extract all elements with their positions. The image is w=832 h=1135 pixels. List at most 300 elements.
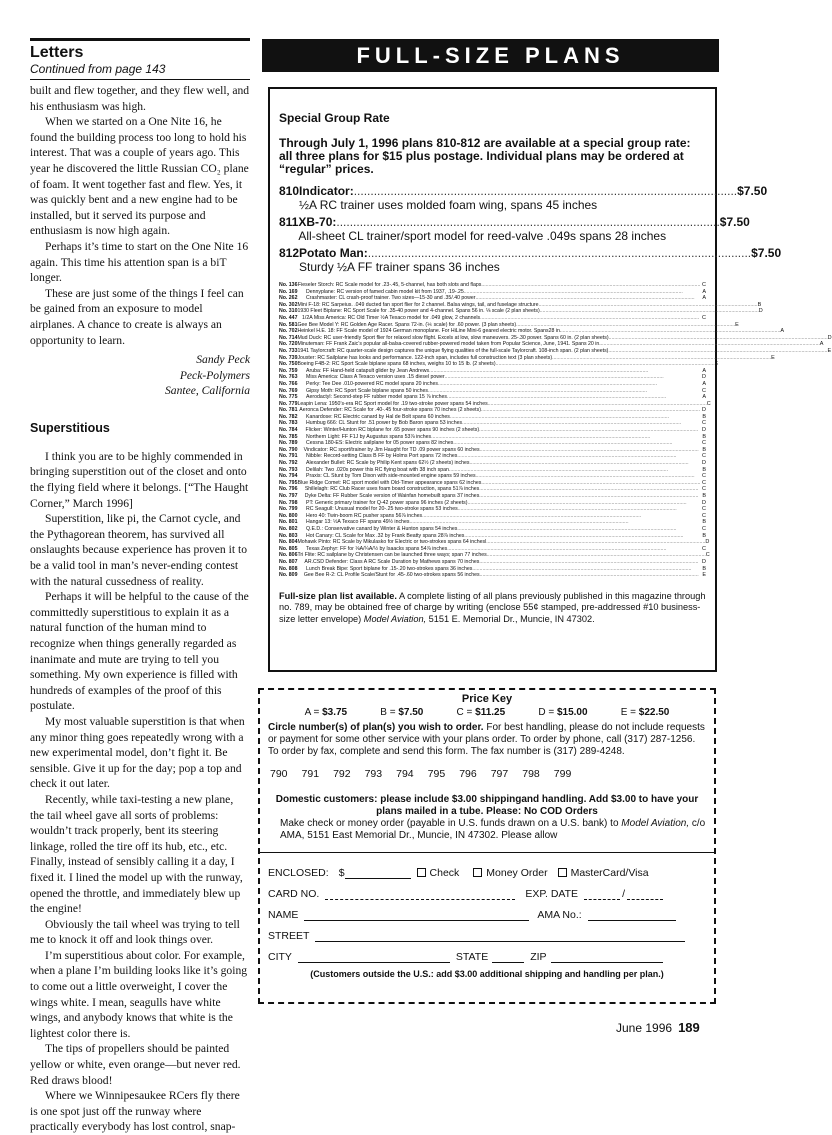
fullsize-plan-text: A complete listing of all plans previously published in this magazine through no. 789, may be obtained free of charge by writing (enclose 55¢ stamped, pre-addressed #10 business-size letter envelope) (279, 590, 706, 624)
plan-list-desc: Vindicator: RC sport/trainer by Jim Haught for TD .09 power spans 60 inches (303, 446, 480, 453)
plan-list-desc: Texas Zephyr: FF for ⅛A/¼A/½ by Isaacks spans 54⅞ inches (306, 545, 448, 552)
plan-list-number: No. 792 (279, 460, 298, 467)
leader-dots (445, 374, 698, 381)
plan-list-desc: Aerodactyl: Second-step FF rubber model spans 15 ⅞ inches (306, 394, 448, 401)
plan-list-number: No. 793 (279, 466, 298, 473)
plan-list-desc: Cessna 180-ES: Electric sailplane for 05 power spans 82 inches (306, 440, 454, 447)
leader-dots (428, 388, 698, 395)
featured-plan-desc: Sturdy ½A FF trainer spans 36 inches (299, 259, 500, 274)
plan-list-row (279, 559, 706, 566)
paragraph: Obviously the tail wheel was trying to tell me to knock it off and look things over. (30, 917, 240, 947)
plan-list-desc: Northern Light: FF F1J by Augustus spans 53⅞ inches (306, 433, 432, 440)
enclosed-amount-field[interactable] (345, 867, 411, 879)
featured-plan-desc: All-sheet CL trainer/sport model for reed-valve .049s spans 28 inches (298, 228, 667, 243)
name-row (268, 901, 706, 921)
city-label: CITY (268, 951, 292, 963)
plan-price-code: C (705, 552, 710, 559)
plan-list-number: No. 447 (279, 314, 298, 321)
plan-price-code: C (702, 440, 706, 447)
special-rate-heading: Special Group Rate (279, 111, 390, 125)
leader-dots (487, 552, 706, 559)
plan-list-row (279, 361, 719, 368)
plan-list-row (279, 394, 706, 401)
plan-price-code: B (702, 532, 706, 539)
leader-dots (552, 355, 771, 362)
plan-price-code: C (702, 506, 706, 513)
plan-price-code: E (735, 321, 739, 328)
leader-dots (462, 420, 698, 427)
featured-plan-name: XB-70: (298, 215, 337, 229)
signature-company: Peck-Polymers (179, 368, 250, 382)
plan-price-code: D (702, 558, 706, 565)
plan-list-number: No. 805 (279, 545, 298, 552)
paragraph: Superstition, like pi, the Carnot cycle, and the Pythagorean theorem, has survived all onslaughts because experience has proven it to be a valid tool in man’s never-ending contest with the natural cussedness of reality. (30, 512, 247, 588)
plan-list-number: No. 802 (279, 525, 298, 532)
plan-list-desc: Hero 40: Twin-boom RC pusher spans 56⅞ inches (306, 512, 423, 519)
leader-dots (480, 447, 699, 454)
fullsize-plan-addr: 5151 E. Memorial Dr., Muncie, IN 47302. (428, 613, 595, 624)
ama-no-label: AMA No.: (537, 909, 582, 921)
plan-list-number: No. 766 (279, 380, 298, 387)
leader-dots (422, 513, 698, 520)
plan-list-number: No. 733 (279, 347, 298, 354)
plan-number-option[interactable]: 798 (522, 768, 540, 780)
plan-list-desc: Praxis: CL Stunt by Tom Dixon with side-mounted engine spans 59 inches (306, 473, 476, 480)
plan-list-row (279, 301, 762, 309)
plan-number-option[interactable]: 795 (427, 768, 446, 780)
featured-plan-price: $7.50 (719, 215, 750, 229)
paragraph: My most valuable superstition is that when any minor thing goes repeatedly wrong with a new experimental model, don’t fight it. Be sensible. Give it up for the day; pop a top and check it out later. (30, 714, 245, 791)
leader-dots (479, 559, 698, 566)
paragraph: When we started on a One Nite 16, he found the building process too long to hold his interest. That was a couple of years ago. This year he discovered the little Russian CO₂ plane of foam. It went together fast and flew. Yes, it was quickly bent and a new engine had to be installed, but it served its purpose and enthusiasm is now high again. (30, 115, 249, 238)
featured-plan-name: Potato Man: (299, 246, 368, 260)
plan-price-code: B (702, 433, 706, 440)
featured-plan-price: $7.50 (737, 184, 768, 198)
plan-price-code: B (702, 519, 706, 526)
plan-price-code: D (758, 308, 763, 315)
plan-list-row (279, 566, 706, 573)
paragraph: The tips of propellers should be painted yellow or white, even orange—but never red. Red draws blood! (30, 1042, 241, 1087)
plan-list-row (279, 414, 706, 421)
plan-list-number: No. 779 (279, 400, 298, 407)
plan-price-code: D (702, 460, 706, 467)
plan-list-desc: Fieseler Storch: RC Scale model for .23-.45, 5-channel, has both slots and flaps (297, 282, 482, 288)
plan-list-number: No. 302 (279, 301, 298, 308)
plan-list-row (279, 480, 706, 487)
plan-list-row (279, 440, 706, 447)
plan-list-desc: 1/2A Miss America: RC Old Timer ½A Texaco model for .049 glow, 2 channels (302, 314, 481, 321)
plan-price-code: E (714, 361, 719, 368)
plan-price-code: B (757, 301, 762, 308)
plan-list-number: No. 782 (279, 413, 298, 420)
plan-list-row (279, 354, 775, 362)
plan-list-desc: Dennyplane: RC version of famed cabin model kit from 1937, .19-.25 (306, 288, 464, 295)
plan-list-desc: Humbug 666: CL Stunt for .51 power by Bob Baron spans 53 inches (306, 420, 463, 427)
leader-dots (540, 308, 759, 315)
plan-list-desc: Perky: Tee Dee .010-powered RC model spans 20 inches (306, 380, 438, 387)
featured-plan-number: 810 (279, 184, 300, 198)
form-divider (260, 852, 714, 853)
plan-list-row (279, 493, 706, 500)
paragraph: These are just some of the things I feel can be gained from an exposure to model airplanes. A chance to create is always an opportunity to learn. (30, 286, 244, 347)
plan-price-code: A (702, 367, 706, 374)
plan-list-number: No. 801 (279, 519, 298, 526)
plan-list-row (279, 533, 706, 540)
city-row (268, 943, 706, 963)
paragraph: Recently, while taxi-testing a new plane, the tail wheel gave all sorts of problems: wouldn’t track properly, bent its steering linkage, rolled the tire off its hub, etc., etc. Finally, instead of sensibly calling it a day, I fixed it. I lined the model up with the runway, opened the throttle, and immediately blew up the engine! (30, 792, 243, 916)
plan-list-number: No. 808 (279, 565, 298, 572)
plan-list-desc: Alexander Bullet: RC Scale by Philip Kent spans 62½ (2 sheets) inches (306, 460, 470, 467)
plan-price-code: C (702, 314, 706, 321)
leader-dots (450, 414, 698, 421)
plan-list-desc: Aeronca Defender: RC Scale for .40-.45 four-stroke spans 70 inches (2 sheets) (299, 407, 481, 414)
plan-number-option[interactable]: 797 (490, 768, 509, 780)
letters-body-b (30, 449, 250, 1135)
paragraph: Where we Winnipesaukee RCers fly there is one spot just off the runway where practically everybody has lost control, snap- (30, 1089, 240, 1134)
featured-plan (279, 246, 782, 274)
plan-list-row (279, 381, 706, 388)
check-instructions: Make check or money order (payable in U.S. funds drawn on a U.S. bank) to Model Aviation, c/o AMA, 5151 East Memorial Dr., Muncie, IN 47302. Please allow (280, 818, 706, 841)
plan-list-number: No. 807 (279, 558, 298, 565)
plan-list-desc: Hot Canary: CL Scale for Max .32 by Frank Beatty spans 28⅞ inches (306, 532, 465, 539)
leader-dots (354, 185, 737, 199)
leader-dots (488, 401, 707, 408)
plan-list-desc: Delilah: Two .020s power this RC flying boat with 38 inch span (306, 466, 449, 473)
plan-list-number: No. 791 (279, 453, 298, 460)
card-no-field[interactable] (325, 888, 515, 900)
enclosed-row (268, 859, 706, 879)
plan-price-code: C (702, 453, 706, 460)
paragraph: built and flew together, and they flew well, and his enthusiasm was high. (30, 84, 250, 113)
leader-dots (447, 546, 698, 553)
letters-body-a (30, 83, 250, 348)
price-key-item: A = $3.75 (304, 707, 348, 718)
plan-number-option[interactable]: 793 (364, 768, 383, 780)
plan-price-code: D (702, 374, 706, 381)
plan-price-code: B (702, 413, 706, 420)
money-order-option[interactable]: Money Order (473, 867, 547, 879)
leader-dots (476, 473, 698, 480)
leader-dots (431, 434, 698, 441)
leader-dots (457, 453, 698, 460)
plan-list-number: No. 739 (279, 354, 298, 361)
plan-list-number: No. 806 (279, 552, 298, 559)
plan-list-desc: RC Seagull: Unusual model for 20-.25 two-stroke spans 53 inches (306, 506, 458, 513)
leader-dots (479, 486, 698, 493)
price-key-title: Price Key (461, 693, 513, 705)
plan-list-desc: Mud Duck: RC user-friendly Sport flier for relaxed slow flight. Excels at low, slow maneuvers. 25-.30 power. Spans 60 in. (2 plan sheets) (297, 334, 609, 341)
plan-list-row (279, 460, 706, 467)
zip-label: ZIP (530, 951, 547, 963)
plan-price-code: A (702, 295, 706, 302)
plan-price-code: C (702, 479, 706, 486)
plan-list-row (279, 473, 706, 480)
plan-price-code: C (702, 473, 706, 480)
enclosed-label: ENCLOSED: (268, 867, 329, 879)
name-field[interactable] (304, 909, 529, 921)
paragraph: I’m superstitious about color. For example, when a plane I’m building looks like it’s going to come out a little overweight, I cover the wings white. I mean, seagulls have white wings, and anybody knows that white is the lightest color there is. (30, 948, 248, 1040)
ama-no-field[interactable] (588, 909, 676, 921)
leader-dots (457, 526, 698, 533)
international-note: (Customers outside the U.S.: add $3.00 additional shipping and handling per plan.) (310, 969, 664, 979)
plan-list-number: No. 262 (279, 295, 298, 302)
plan-list-desc: Tri Flite: RC sailplane by Christensen can be launched three ways; span 77 inches (297, 552, 487, 559)
plan-number-option[interactable]: 799 (553, 768, 572, 780)
state-label: STATE (455, 951, 489, 963)
leader-dots (447, 394, 698, 401)
leader-dots (481, 480, 700, 487)
plan-price-code: A (702, 394, 706, 401)
price-key-item: C = $11.25 (456, 707, 506, 718)
plan-list-number: No. 800 (279, 512, 298, 519)
plan-list-number: No. 799 (279, 506, 298, 513)
plans-box (268, 87, 832, 672)
plan-number-option[interactable]: 794 (396, 768, 414, 780)
plan-number-option[interactable]: 796 (459, 768, 477, 780)
leader-dots (496, 361, 715, 368)
plan-list-row (279, 374, 706, 381)
plan-list-desc: Gipsy Moth: RC Sport Scale biplane spans 50 inches (306, 387, 428, 394)
featured-plan (279, 184, 768, 212)
plan-list (279, 282, 832, 579)
leader-dots (467, 500, 698, 507)
plan-list-number: No. 781 (279, 407, 298, 414)
plan-list-row (279, 519, 706, 526)
leader-dots (481, 282, 700, 289)
plan-list-desc: Gee Bee R-2: CL Profile Scale/Stunt for .45-.60 two-strokes spans 56 inches (303, 572, 480, 579)
plan-price-code: D (702, 407, 706, 414)
plan-list-row (279, 427, 706, 434)
plan-list-number: No. 136 (279, 282, 298, 288)
exp-separator: / (622, 888, 625, 900)
leader-dots (470, 460, 699, 467)
plan-price-code: A (819, 341, 824, 348)
plan-price-code: C (702, 545, 706, 552)
signature (30, 352, 250, 399)
leader-dots (486, 539, 705, 546)
leader-dots (479, 427, 698, 434)
plan-price-code: A (702, 288, 706, 295)
plan-list-number: No. 790 (279, 446, 298, 453)
circle-instructions: Circle number(s) of plan(s) you wish to order. For best handling, please do not include requests or payment for some other service with your plans order. To order by phone, call (317) 287-1256. To order by fax, complete and send this form. The fax number is (317) 289-4248. (268, 722, 705, 757)
fullsize-plan-note (279, 591, 706, 626)
plan-price-code: C (702, 486, 706, 493)
price-key-item: E = $22.50 (620, 707, 670, 718)
plan-list-row (279, 447, 706, 454)
fullsize-plan-addr-italic: Model Aviation, (363, 613, 427, 624)
leader-dots (480, 572, 699, 579)
featured-plan-price: $7.50 (751, 246, 782, 260)
featured-plan (279, 215, 750, 243)
plan-list-row (279, 282, 706, 289)
leader-dots (608, 348, 827, 355)
plan-list-desc: Heinkel H.E. 18: FF Scale model of 1924 German monoplane. For HiLine Mini-6 geared electric motor. Spans28 in. (297, 328, 562, 335)
street-row (268, 922, 706, 942)
plan-price-code: C (702, 420, 706, 427)
plan-list-row (279, 526, 706, 533)
special-rate-intro: Through July 1, 1996 plans 810-812 are available at a special group rate: all three plans for $15 plus postage. Individual plans may be ordered at “regular” prices. (279, 136, 691, 176)
plan-list-row (279, 546, 706, 553)
plan-number-option[interactable]: 790 (270, 768, 288, 780)
leader-dots (464, 533, 698, 540)
leader-dots (453, 440, 698, 447)
plan-list-row (279, 486, 706, 493)
signature-location: Santee, California (164, 384, 250, 398)
exp-date-label: EXP. DATE (525, 888, 579, 900)
plan-list-desc: Jouster: RC Sailplane has looks and performance. 122-inch span, includes full construction text (3 plan sheets) (297, 354, 553, 361)
plan-list-number: No. 310 (279, 308, 298, 315)
plan-price-code: D (702, 427, 706, 434)
checkbox-icon (417, 868, 426, 877)
plan-price-code: E (827, 347, 832, 354)
plan-price-code: E (702, 572, 706, 579)
plan-list-number: No. 797 (279, 493, 298, 499)
leader-dots (476, 295, 698, 302)
leader-dots (409, 519, 698, 526)
card-no-label: CARD NO. (268, 888, 320, 900)
leader-dots (539, 302, 758, 309)
plan-list-number: No. 720 (279, 341, 298, 348)
section-title: Superstitious (30, 420, 110, 435)
plan-list-row (279, 315, 706, 322)
plan-list-desc: Flicker: Winter/Hunton RC biplane for .65 power spans 90 inches (2 sheets) (305, 427, 480, 434)
letters-heading: Letters (30, 44, 84, 61)
plan-list-desc: Gee Bee Model Y: RC Golden Age Racer. Spans 72-in. (⅙ scale) for .60 power. (3 plan sheets) (297, 321, 517, 328)
paragraph: Perhaps it’s time to start on the One Nite 16 again. This time his attention span is a biT longer. (30, 239, 249, 285)
plan-list-number: No. 804 (279, 539, 298, 546)
leader-dots (516, 322, 735, 329)
leader-dots (479, 493, 698, 500)
exp-year-field[interactable] (627, 888, 663, 900)
plan-list-number: No. 169 (279, 288, 298, 295)
plan-list-row (279, 308, 763, 315)
checkbox-icon (558, 868, 567, 877)
issue-date: June 1996 (616, 1021, 673, 1035)
leader-dots (480, 315, 699, 322)
name-label: NAME (268, 909, 299, 921)
street-field[interactable] (315, 930, 685, 942)
plan-list-desc: 1930 Fleet Biplane: RC Sport Scale for .35-40 power and 4-channel. Spans 56 in. ⅛ scale (2 plan sheets) (297, 308, 540, 315)
plan-list-number: No. 796 (279, 486, 298, 493)
plan-price-code: D (702, 499, 706, 506)
plan-price-code: E (771, 354, 775, 361)
plan-list-number: No. 763 (279, 374, 298, 381)
plan-list-desc: Nibble: Record-setting Class B FF by Holms Port spans 72 inches (306, 453, 458, 460)
plan-list-row (279, 289, 706, 296)
exp-month-field[interactable] (584, 888, 620, 900)
plan-list-desc: Mini F-18: RC Sarpeius. .049 ducted fan sport flier for 2 channel. Balsa wings, tail, and fuselage structure (297, 301, 539, 308)
plan-number-option[interactable]: 792 (333, 768, 351, 780)
plan-list-number: No. 798 (279, 499, 298, 506)
city-field[interactable] (298, 951, 450, 963)
plan-price-code: B (702, 466, 706, 473)
mastercard-option[interactable]: MasterCard/Visa (558, 867, 649, 879)
plan-number-choices (270, 768, 706, 780)
plan-list-number: No. 775 (279, 394, 298, 401)
plan-list-desc: Dyke Delta: FF Rubber Scale version of Wainfan homebuilt spans 37 inches (304, 493, 480, 499)
letters-continued: Continued from page 143 (30, 62, 250, 80)
plan-list-row (279, 539, 710, 546)
plan-list-number: No. 809 (279, 572, 298, 579)
leader-dots (609, 335, 828, 342)
plan-list-number: No. 769 (279, 387, 298, 394)
plan-list-desc: Lunch Break Bipe: Sport biplane for .15-.20 two-strokes spans 36 inches (306, 565, 473, 572)
zip-field[interactable] (551, 951, 663, 963)
plan-list-number: No. 794 (279, 473, 298, 480)
full-size-plans-banner: FULL-SIZE PLANS (262, 39, 719, 72)
plan-list-number: No. 581 (279, 321, 298, 328)
plan-list-row (279, 295, 706, 302)
plan-list-number: No. 785 (279, 433, 298, 440)
leader-dots (464, 289, 698, 296)
plan-list-row (279, 347, 832, 355)
paragraph: I think you are to be highly commended in bringing superstition out of the closet and onto the flying field where it belongs. [“The Haught Corner,” March 1996] (30, 449, 249, 510)
plan-number-option[interactable]: 791 (301, 768, 320, 780)
leader-dots (449, 467, 698, 474)
plan-price-code: C (706, 400, 711, 407)
fullsize-plan-bold: Full-size plan list available. (279, 590, 397, 601)
domestic-note: Domestic customers: please include $3.00 shippingand handling. Add $3.00 to have your plans mailed in a tube. Please: No COD Orders (275, 794, 699, 817)
leader-dots (336, 216, 719, 230)
leader-dots (438, 381, 698, 388)
plan-list-number: No. 795 (279, 479, 298, 486)
plan-list-number: No. 702 (279, 328, 298, 335)
plan-list-row (279, 388, 706, 395)
plan-list-row (279, 407, 706, 414)
plan-list-desc: Crashmaster: CL crash-proof trainer. Two sizes—15-30 and .35/.40 power (306, 295, 476, 302)
plan-price-code: C (702, 512, 706, 519)
price-key (288, 707, 686, 718)
signature-name: Sandy Peck (196, 353, 250, 367)
plan-list-desc: Leapin Lena: 1950’s-era RC Sport model for .19 two-stroke power spans 54 inches (297, 400, 488, 407)
check-option[interactable]: Check (417, 867, 460, 879)
featured-plan-desc: ½A RC trainer uses molded foam wing, spans 45 inches (299, 197, 598, 212)
plan-price-code: C (702, 282, 706, 288)
price-key-item: D = $15.00 (538, 707, 588, 718)
plan-list-desc: Miss America: Class A Texaco version uses .15 diesel power (306, 374, 445, 381)
plan-list-desc: Mohawk Pinto: RC Scale by Mikulasko for Electric or two-strokes spans 64 inchesl (297, 539, 487, 546)
dollar-sign: $ (338, 867, 345, 879)
plan-price-code: A (780, 328, 785, 335)
price-key-item: B = $7.50 (380, 707, 424, 718)
plan-list-row (279, 552, 710, 559)
plan-price-code: B (702, 565, 706, 572)
plan-list-desc: 1941 Taylorcraft: RC quarter-scale design captures the unique flying qualities of the full-scale Taylorcraft. 108-inch span. (2 plan sheets) (297, 347, 609, 354)
plan-list-row (279, 506, 706, 513)
plan-price-code: C (702, 387, 706, 394)
plan-list-number: No. 783 (279, 420, 298, 427)
plan-list-number: No. 803 (279, 532, 298, 539)
plan-price-code: A (702, 380, 706, 387)
plan-list-row (279, 434, 706, 441)
order-form (258, 688, 716, 1004)
plan-list-desc: PT: Generic primary trainer for Q-42 power spans 96 inches (2 sheets) (306, 499, 468, 506)
plan-list-desc: Boeing F4B-2: RC Sport Scale biplane spans 68 inches, weighs 10 to 15 lb. (2 sheets) (297, 361, 496, 368)
plan-list-row (279, 321, 739, 329)
featured-plan-name: Indicator: (299, 184, 354, 198)
plan-list-number: No. 789 (279, 440, 298, 447)
plan-list-row (279, 400, 711, 408)
state-field[interactable] (492, 951, 524, 963)
plan-list-number: No. 750 (279, 361, 298, 368)
plan-price-code: D (705, 539, 710, 546)
plan-list-desc: Aruba: FF Hand-held catapult glider by Jean Andrews (306, 367, 430, 374)
plan-list-desc: Q.E.D.: Conservative canard by Winter & Hunton spans 54 inches (306, 525, 458, 532)
plan-list-number: No. 759 (279, 367, 298, 374)
plan-list-desc: Shillelagh: RC Club Racer uses foam board construction, spans 51⅞ inches (304, 486, 480, 493)
card-row (268, 880, 706, 900)
plan-price-code: C (702, 525, 706, 532)
